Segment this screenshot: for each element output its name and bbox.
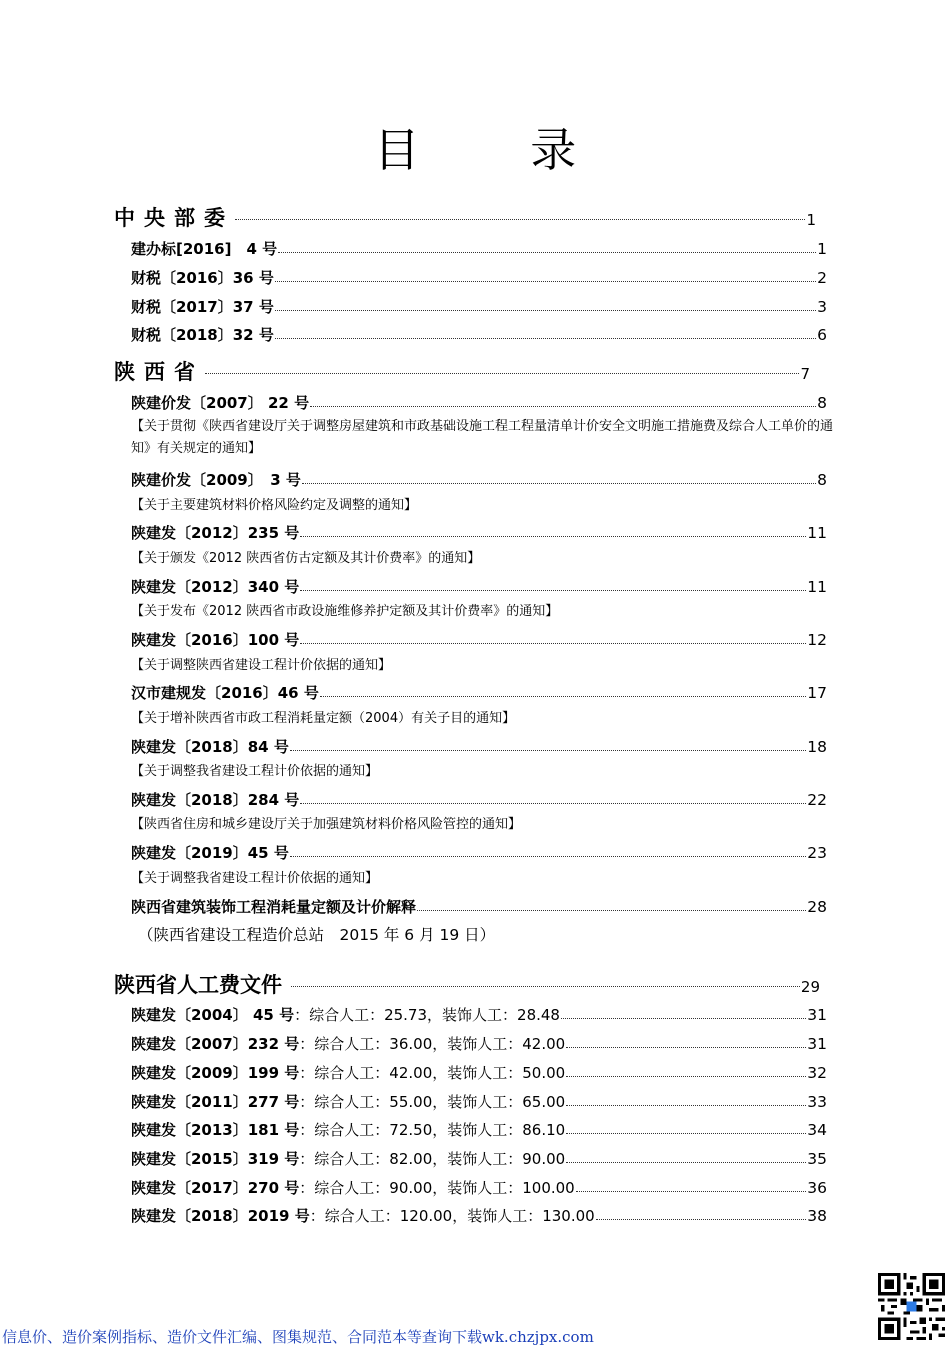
toc-entry[interactable] (131, 238, 827, 258)
entry-label: 陕建发〔2009〕199 号：综合人工：42.00，装饰人工：50.00 (131, 1064, 566, 1082)
page-number: 6 (817, 326, 827, 344)
page-number: 34 (807, 1121, 827, 1139)
leader-dots (275, 338, 816, 339)
toc-entry[interactable] (131, 1062, 827, 1082)
entry-label: 陕建发〔2015〕319 号：综合人工：82.00，装饰人工：90.00 (131, 1150, 566, 1168)
toc-entry[interactable] (131, 1004, 827, 1024)
section-label: 陕西省人工费文件 (114, 973, 282, 997)
entry-note: ：综合人工：55.00，装饰人工：65.00 (299, 1093, 566, 1111)
toc-entry[interactable] (131, 629, 827, 649)
toc-entry[interactable] (131, 469, 827, 489)
leader-dots (566, 1076, 806, 1077)
entry-label: 陕建发〔2012〕235 号 (131, 524, 300, 542)
toc-entry[interactable] (131, 1119, 827, 1139)
entry-label: 陕建发〔2018〕284 号 (131, 791, 300, 809)
toc-entry[interactable] (131, 1033, 827, 1053)
toc-section-central[interactable] (114, 202, 816, 232)
entry-label: 陕建发〔2007〕232 号：综合人工：36.00，装饰人工：42.00 (131, 1035, 566, 1053)
toc-entry[interactable] (131, 1091, 827, 1111)
entry-label: 陕西省建筑装饰工程消耗量定额及计价解释 (131, 898, 417, 916)
leader-dots (275, 310, 816, 311)
qr-code-icon (878, 1273, 945, 1340)
toc-section-shaanxi[interactable] (114, 356, 810, 386)
page-number: 23 (807, 844, 827, 862)
entry-description: 【关于调整我省建设工程计价依据的通知】 (131, 764, 379, 779)
toc-entry[interactable] (131, 842, 827, 862)
page-number: 38 (807, 1207, 827, 1225)
leader-dots (275, 281, 816, 282)
entry-description: 【关于颁发《2012 陕西省仿古定额及其计价费率》的通知】 (131, 551, 481, 566)
leader-dots (576, 1191, 807, 1192)
toc-entry[interactable] (131, 1205, 827, 1225)
entry-label: 陕建发〔2019〕45 号 (131, 844, 289, 862)
footer-link[interactable]: 信息价、造价案例指标、造价文件汇编、图集规范、合同范本等查询下载wk.chzjpx.com (2, 1328, 594, 1346)
toc-entry[interactable] (131, 1148, 827, 1168)
entry-note: ：综合人工：72.50，装饰人工：86.10 (299, 1121, 566, 1139)
page-number: 29 (800, 978, 820, 996)
page-number: 22 (807, 791, 827, 809)
page-number: 1 (817, 240, 827, 258)
toc-section-labor[interactable] (114, 969, 820, 999)
entry-description: 【关于发布《2012 陕西省市政设施维修养护定额及其计价费率》的通知】 (131, 604, 559, 619)
entry-note: ：综合人工：25.73，装饰人工：28.48 (294, 1006, 560, 1024)
page-number: 11 (807, 578, 827, 596)
leader-dots (205, 373, 799, 374)
entry-note: ：综合人工：90.00，装饰人工：100.00 (299, 1179, 575, 1197)
section-label: 陕西省 (114, 360, 204, 384)
page-number: 35 (807, 1150, 827, 1168)
leader-dots (566, 1162, 806, 1163)
leader-dots (300, 536, 806, 537)
leader-dots (596, 1219, 807, 1220)
entry-label: 汉市建规发〔2016〕46 号 (131, 684, 319, 702)
page-number: 11 (807, 524, 827, 542)
toc-entry[interactable] (131, 682, 827, 702)
entry-description: 【关于主要建筑材料价格风险约定及调整的通知】 (131, 498, 418, 513)
leader-dots (566, 1105, 806, 1106)
toc-entry[interactable] (131, 1177, 827, 1197)
leader-dots (302, 483, 816, 484)
toc-entry[interactable] (131, 392, 827, 412)
entry-note: ：综合人工：120.00，装饰人工：130.00 (309, 1207, 595, 1225)
page-number: 28 (807, 898, 827, 916)
page-number: 17 (807, 684, 827, 702)
entry-note: ：综合人工：82.00，装饰人工：90.00 (299, 1150, 566, 1168)
leader-dots (300, 803, 806, 804)
page-number: 36 (807, 1179, 827, 1197)
entry-label: 陕建发〔2017〕270 号：综合人工：90.00，装饰人工：100.00 (131, 1179, 575, 1197)
entry-label: 陕建发〔2013〕181 号：综合人工：72.50，装饰人工：86.10 (131, 1121, 566, 1139)
leader-dots (566, 1133, 806, 1134)
leader-dots (278, 252, 816, 253)
entry-label: 陕建价发〔2007〕 22 号 (131, 394, 310, 412)
page-number: 2 (817, 269, 827, 287)
leader-dots (300, 590, 806, 591)
page-number: 33 (807, 1093, 827, 1111)
entry-label: 陕建发〔2004〕 45 号：综合人工：25.73，装饰人工：28.48 (131, 1006, 560, 1024)
entry-label: 陕建发〔2012〕340 号 (131, 578, 300, 596)
leader-dots (310, 406, 816, 407)
section-label: 中央部委 (114, 206, 234, 230)
entry-label: 陕建发〔2016〕100 号 (131, 631, 300, 649)
entry-label: 财税〔2017〕37 号 (131, 298, 274, 316)
entry-label: 陕建发〔2011〕277 号：综合人工：55.00，装饰人工：65.00 (131, 1093, 566, 1111)
leader-dots (290, 750, 806, 751)
page-number: 31 (807, 1035, 827, 1053)
page-number: 18 (807, 738, 827, 756)
toc-entry[interactable] (131, 522, 827, 542)
leader-dots (291, 986, 800, 987)
page-number: 31 (807, 1006, 827, 1024)
source-note: （陕西省建设工程造价总站 2015 年 6 月 19 日） (138, 926, 496, 944)
entry-label: 陕建价发〔2009〕 3 号 (131, 471, 301, 489)
entry-note: ：综合人工：36.00，装饰人工：42.00 (299, 1035, 566, 1053)
page-number: 3 (817, 298, 827, 316)
entry-description: 【关于贯彻《陕西省建设厅关于调整房屋建筑和市政基础设施工程工程量清单计价安全文明施工措施费及综合人工单价的通知》有关规定的通知】 (131, 419, 834, 456)
leader-dots (566, 1047, 806, 1048)
toc-entry[interactable] (131, 576, 827, 596)
leader-dots (561, 1018, 806, 1019)
entry-label: 建办标[2016] 4 号 (131, 240, 278, 258)
entry-description: 【关于调整我省建设工程计价依据的通知】 (131, 871, 379, 886)
entry-label: 陕建发〔2018〕2019 号：综合人工：120.00，装饰人工：130.00 (131, 1207, 595, 1225)
toc-entry[interactable] (131, 789, 827, 809)
page-number: 32 (807, 1064, 827, 1082)
entry-description: 【陕西省住房和城乡建设厅关于加强建筑材料价格风险管控的通知】 (131, 817, 522, 832)
leader-dots (235, 219, 805, 220)
entry-description: 【关于增补陕西省市政工程消耗量定额（2004）有关子目的通知】 (131, 711, 516, 726)
toc-entry[interactable] (131, 267, 827, 287)
entry-label: 陕建发〔2018〕84 号 (131, 738, 289, 756)
leader-dots (320, 696, 806, 697)
page-title: 目 录 (373, 123, 625, 177)
toc-entry[interactable] (131, 324, 827, 344)
page-number: 7 (800, 365, 810, 383)
page-number: 8 (817, 394, 827, 412)
toc-entry[interactable] (131, 736, 827, 756)
toc-entry[interactable] (131, 296, 827, 316)
leader-dots (417, 910, 806, 911)
page-number: 8 (817, 471, 827, 489)
entry-label: 财税〔2016〕36 号 (131, 269, 274, 287)
entry-note: ：综合人工：42.00，装饰人工：50.00 (299, 1064, 566, 1082)
page-number: 1 (806, 211, 816, 229)
entry-label: 财税〔2018〕32 号 (131, 326, 274, 344)
page-number: 12 (807, 631, 827, 649)
leader-dots (300, 643, 806, 644)
leader-dots (290, 856, 806, 857)
entry-description: 【关于调整陕西省建设工程计价依据的通知】 (131, 658, 392, 673)
toc-entry[interactable] (131, 896, 827, 916)
